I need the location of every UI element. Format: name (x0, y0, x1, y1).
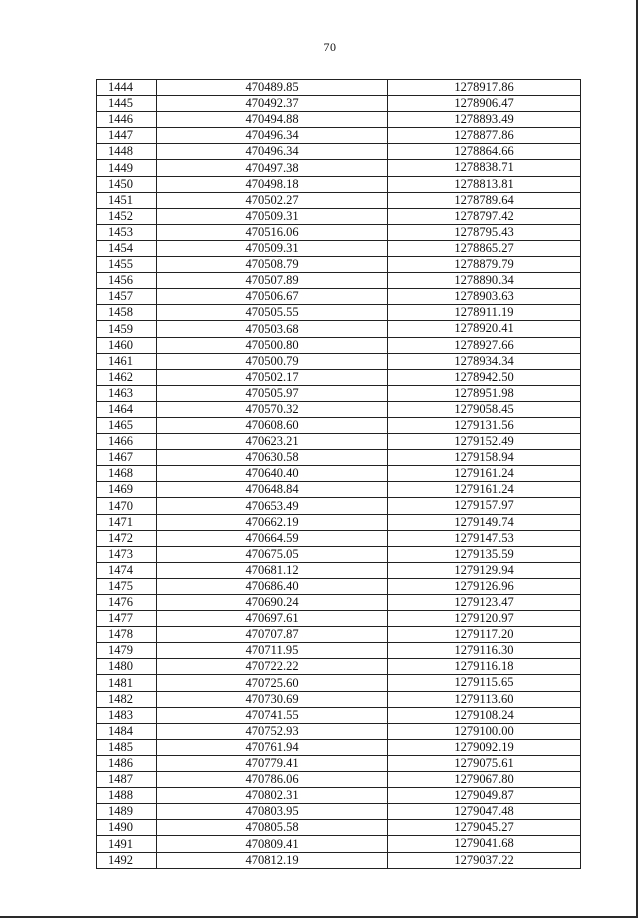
x-coordinate-cell: 470803.95 (157, 804, 388, 820)
point-number-cell: 1452 (97, 208, 157, 224)
x-coordinate-cell: 470623.21 (157, 434, 388, 450)
y-coordinate-cell: 1278934.34 (388, 353, 581, 369)
x-coordinate-cell: 470496.34 (157, 128, 388, 144)
x-coordinate-cell: 470570.32 (157, 401, 388, 417)
x-coordinate-cell: 470640.40 (157, 466, 388, 482)
y-coordinate-cell: 1279116.30 (388, 643, 581, 659)
x-coordinate-cell: 470812.19 (157, 852, 388, 868)
table-row (97, 772, 581, 788)
y-coordinate-cell: 1278917.86 (388, 80, 581, 96)
table-row (97, 836, 581, 852)
point-number-cell: 1474 (97, 562, 157, 578)
y-coordinate-cell: 1278906.47 (388, 96, 581, 112)
point-number-cell: 1477 (97, 611, 157, 627)
x-coordinate-cell: 470752.93 (157, 723, 388, 739)
y-coordinate-cell: 1279100.00 (388, 723, 581, 739)
point-number-cell: 1461 (97, 353, 157, 369)
table-row (97, 112, 581, 128)
table-row (97, 353, 581, 369)
point-number-cell: 1462 (97, 369, 157, 385)
point-number-cell: 1484 (97, 723, 157, 739)
point-number-cell: 1473 (97, 546, 157, 562)
y-coordinate-cell: 1279152.49 (388, 434, 581, 450)
table-row (97, 321, 581, 337)
y-coordinate-cell: 1279067.80 (388, 772, 581, 788)
point-number-cell: 1450 (97, 176, 157, 192)
table-row (97, 627, 581, 643)
x-coordinate-cell: 470697.61 (157, 611, 388, 627)
x-coordinate-cell: 470502.17 (157, 369, 388, 385)
table-row (97, 739, 581, 755)
point-number-cell: 1468 (97, 466, 157, 482)
table-row (97, 498, 581, 514)
x-coordinate-cell: 470664.59 (157, 530, 388, 546)
x-coordinate-cell: 470690.24 (157, 595, 388, 611)
y-coordinate-cell: 1279092.19 (388, 739, 581, 755)
point-number-cell: 1463 (97, 385, 157, 401)
point-number-cell: 1453 (97, 224, 157, 240)
point-number-cell: 1469 (97, 482, 157, 498)
x-coordinate-cell: 470492.37 (157, 96, 388, 112)
point-number-cell: 1476 (97, 595, 157, 611)
x-coordinate-cell: 470722.22 (157, 659, 388, 675)
table-row (97, 144, 581, 160)
table-row (97, 80, 581, 96)
y-coordinate-cell: 1278903.63 (388, 289, 581, 305)
point-number-cell: 1444 (97, 80, 157, 96)
table-row (97, 450, 581, 466)
point-number-cell: 1455 (97, 257, 157, 273)
point-number-cell: 1447 (97, 128, 157, 144)
point-number-cell: 1454 (97, 240, 157, 256)
y-coordinate-cell: 1279161.24 (388, 466, 581, 482)
y-coordinate-cell: 1279116.18 (388, 659, 581, 675)
x-coordinate-cell: 470802.31 (157, 788, 388, 804)
table-row (97, 595, 581, 611)
table-row (97, 176, 581, 192)
point-number-cell: 1478 (97, 627, 157, 643)
point-number-cell: 1449 (97, 160, 157, 176)
y-coordinate-cell: 1279135.59 (388, 546, 581, 562)
x-coordinate-cell: 470500.79 (157, 353, 388, 369)
y-coordinate-cell: 1278911.19 (388, 305, 581, 321)
point-number-cell: 1490 (97, 820, 157, 836)
point-number-cell: 1475 (97, 578, 157, 594)
y-coordinate-cell: 1279161.24 (388, 482, 581, 498)
x-coordinate-cell: 470675.05 (157, 546, 388, 562)
table-row (97, 707, 581, 723)
table-row (97, 128, 581, 144)
table-row (97, 208, 581, 224)
y-coordinate-cell: 1278893.49 (388, 112, 581, 128)
x-coordinate-cell: 470761.94 (157, 739, 388, 755)
y-coordinate-cell: 1279113.60 (388, 691, 581, 707)
table-row (97, 466, 581, 482)
table-row (97, 240, 581, 256)
x-coordinate-cell: 470509.31 (157, 208, 388, 224)
y-coordinate-cell: 1279158.94 (388, 450, 581, 466)
y-coordinate-cell: 1279131.56 (388, 417, 581, 433)
y-coordinate-cell: 1279149.74 (388, 514, 581, 530)
table-row (97, 369, 581, 385)
table-row (97, 755, 581, 771)
x-coordinate-cell: 470686.40 (157, 578, 388, 594)
y-coordinate-cell: 1279157.97 (388, 498, 581, 514)
table-row (97, 192, 581, 208)
y-coordinate-cell: 1279037.22 (388, 852, 581, 868)
table-row (97, 273, 581, 289)
point-number-cell: 1491 (97, 836, 157, 852)
table-row (97, 160, 581, 176)
point-number-cell: 1459 (97, 321, 157, 337)
point-number-cell: 1472 (97, 530, 157, 546)
table-row (97, 514, 581, 530)
table-row (97, 289, 581, 305)
x-coordinate-cell: 470648.84 (157, 482, 388, 498)
point-number-cell: 1480 (97, 659, 157, 675)
point-number-cell: 1492 (97, 852, 157, 868)
page-number: 70 (323, 40, 337, 54)
point-number-cell: 1479 (97, 643, 157, 659)
table-row (97, 305, 581, 321)
x-coordinate-cell: 470506.67 (157, 289, 388, 305)
table-row (97, 434, 581, 450)
y-coordinate-cell: 1279120.97 (388, 611, 581, 627)
y-coordinate-cell: 1279123.47 (388, 595, 581, 611)
point-number-cell: 1485 (97, 739, 157, 755)
coordinates-table-body (97, 80, 581, 869)
point-number-cell: 1464 (97, 401, 157, 417)
table-row (97, 337, 581, 353)
x-coordinate-cell: 470507.89 (157, 273, 388, 289)
x-coordinate-cell: 470681.12 (157, 562, 388, 578)
table-row (97, 401, 581, 417)
point-number-cell: 1467 (97, 450, 157, 466)
x-coordinate-cell: 470516.06 (157, 224, 388, 240)
x-coordinate-cell: 470502.27 (157, 192, 388, 208)
point-number-cell: 1483 (97, 707, 157, 723)
table-row (97, 96, 581, 112)
y-coordinate-cell: 1279147.53 (388, 530, 581, 546)
point-number-cell: 1471 (97, 514, 157, 530)
y-coordinate-cell: 1279047.48 (388, 804, 581, 820)
y-coordinate-cell: 1278927.66 (388, 337, 581, 353)
point-number-cell: 1482 (97, 691, 157, 707)
table-row (97, 804, 581, 820)
y-coordinate-cell: 1279115.65 (388, 675, 581, 691)
x-coordinate-cell: 470653.49 (157, 498, 388, 514)
point-number-cell: 1470 (97, 498, 157, 514)
table-row (97, 530, 581, 546)
x-coordinate-cell: 470809.41 (157, 836, 388, 852)
table-row (97, 417, 581, 433)
table-row (97, 659, 581, 675)
x-coordinate-cell: 470786.06 (157, 772, 388, 788)
x-coordinate-cell: 470779.41 (157, 755, 388, 771)
y-coordinate-cell: 1278865.27 (388, 240, 581, 256)
table-row (97, 675, 581, 691)
x-coordinate-cell: 470630.58 (157, 450, 388, 466)
table-row (97, 224, 581, 240)
y-coordinate-cell: 1278813.81 (388, 176, 581, 192)
point-number-cell: 1466 (97, 434, 157, 450)
x-coordinate-cell: 470730.69 (157, 691, 388, 707)
point-number-cell: 1488 (97, 788, 157, 804)
x-coordinate-cell: 470662.19 (157, 514, 388, 530)
x-coordinate-cell: 470805.58 (157, 820, 388, 836)
table-row (97, 723, 581, 739)
x-coordinate-cell: 470497.38 (157, 160, 388, 176)
y-coordinate-cell: 1279049.87 (388, 788, 581, 804)
table-row (97, 546, 581, 562)
x-coordinate-cell: 470741.55 (157, 707, 388, 723)
y-coordinate-cell: 1279045.27 (388, 820, 581, 836)
point-number-cell: 1457 (97, 289, 157, 305)
point-number-cell: 1460 (97, 337, 157, 353)
x-coordinate-cell: 470509.31 (157, 240, 388, 256)
point-number-cell: 1448 (97, 144, 157, 160)
point-number-cell: 1456 (97, 273, 157, 289)
x-coordinate-cell: 470711.95 (157, 643, 388, 659)
table-row (97, 562, 581, 578)
point-number-cell: 1446 (97, 112, 157, 128)
y-coordinate-cell: 1278920.41 (388, 321, 581, 337)
point-number-cell: 1481 (97, 675, 157, 691)
x-coordinate-cell: 470500.80 (157, 337, 388, 353)
table-row (97, 611, 581, 627)
table-row (97, 691, 581, 707)
point-number-cell: 1451 (97, 192, 157, 208)
y-coordinate-cell: 1279041.68 (388, 836, 581, 852)
coordinates-table (96, 79, 581, 869)
table-row (97, 385, 581, 401)
y-coordinate-cell: 1278951.98 (388, 385, 581, 401)
y-coordinate-cell: 1279126.96 (388, 578, 581, 594)
x-coordinate-cell: 470725.60 (157, 675, 388, 691)
point-number-cell: 1487 (97, 772, 157, 788)
table-row (97, 257, 581, 273)
y-coordinate-cell: 1278797.42 (388, 208, 581, 224)
y-coordinate-cell: 1279108.24 (388, 707, 581, 723)
x-coordinate-cell: 470489.85 (157, 80, 388, 96)
y-coordinate-cell: 1279117.20 (388, 627, 581, 643)
table-row (97, 788, 581, 804)
x-coordinate-cell: 470503.68 (157, 321, 388, 337)
x-coordinate-cell: 470498.18 (157, 176, 388, 192)
table-row (97, 578, 581, 594)
y-coordinate-cell: 1278838.71 (388, 160, 581, 176)
x-coordinate-cell: 470494.88 (157, 112, 388, 128)
x-coordinate-cell: 470707.87 (157, 627, 388, 643)
x-coordinate-cell: 470505.97 (157, 385, 388, 401)
point-number-cell: 1445 (97, 96, 157, 112)
point-number-cell: 1465 (97, 417, 157, 433)
x-coordinate-cell: 470508.79 (157, 257, 388, 273)
x-coordinate-cell: 470608.60 (157, 417, 388, 433)
y-coordinate-cell: 1278789.64 (388, 192, 581, 208)
table-row (97, 643, 581, 659)
point-number-cell: 1458 (97, 305, 157, 321)
y-coordinate-cell: 1279058.45 (388, 401, 581, 417)
table-row (97, 482, 581, 498)
point-number-cell: 1489 (97, 804, 157, 820)
x-coordinate-cell: 470496.34 (157, 144, 388, 160)
y-coordinate-cell: 1278879.79 (388, 257, 581, 273)
y-coordinate-cell: 1278864.66 (388, 144, 581, 160)
y-coordinate-cell: 1278942.50 (388, 369, 581, 385)
y-coordinate-cell: 1278877.86 (388, 128, 581, 144)
point-number-cell: 1486 (97, 755, 157, 771)
table-row (97, 852, 581, 868)
x-coordinate-cell: 470505.55 (157, 305, 388, 321)
y-coordinate-cell: 1278795.43 (388, 224, 581, 240)
y-coordinate-cell: 1278890.34 (388, 273, 581, 289)
table-row (97, 820, 581, 836)
y-coordinate-cell: 1279129.94 (388, 562, 581, 578)
y-coordinate-cell: 1279075.61 (388, 755, 581, 771)
